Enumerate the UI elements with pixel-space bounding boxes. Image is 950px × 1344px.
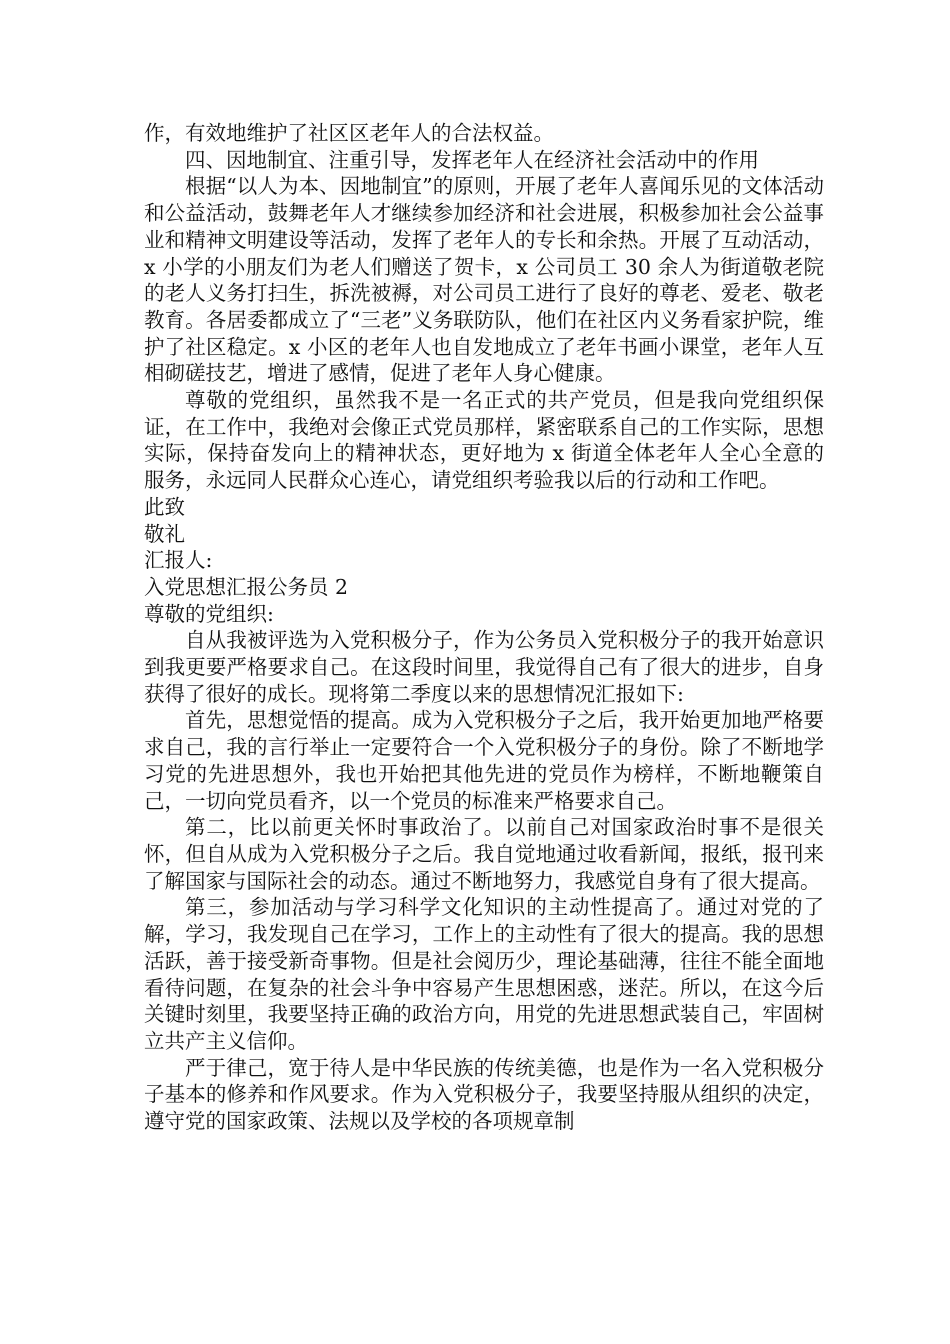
salutation-line: 敬礼: [144, 521, 185, 546]
paragraph: 第二，比以前更关怀时事政治了。以前自己对国家政治时事不是很关怀，但自从成为入党积极分子之后。我自觉地通过收看新闻，报纸，报刊来了解国家与国际社会的动态。通过不断地努力，我感觉自身有了很大提高。: [144, 815, 824, 893]
paragraph: 作，有效地维护了社区区老年人的合法权益。: [144, 121, 554, 145]
section-heading: 四、因地制宜、注重引导，发挥老年人在经济社会活动中的作用: [185, 147, 759, 172]
report-title: 入党思想汇报公务员 2: [144, 574, 349, 599]
paragraph: 自从我被评选为入党积极分子，作为公务员入党积极分子的我开始意识到我更要严格要求自己。在这段时间里，我觉得自己有了很大的进步，自身获得了很好的成长。现将第二季度以来的思想情况汇报如下:: [144, 628, 824, 706]
signature-label: 汇报人:: [144, 548, 213, 573]
paragraph: 首先，思想觉悟的提高。成为入党积极分子之后，我开始更加地严格要求自己，我的言行举止一定要符合一个入党积极分子的身份。除了不断地学习党的先进思想外，我也开始把其他先进的党员作为榜样，不断地鞭策自己，一切向党员看齐，以一个党员的标准来严格要求自己。: [144, 708, 824, 813]
paragraph: 根据“以人为本、因地制宜”的原则，开展了老年人喜闻乐见的文体活动和公益活动，鼓舞老年人才继续参加经济和社会进展，积极参加社会公益事业和精神文明建设等活动，发挥了老年人的专长和余热。开展了互动活动，x 小学的小朋友们为老人们赠送了贺卡，x 公司员工 30 余人为街道敬老院的老人义务打扫生，拆洗被褥，对公司员工进行了良好的尊老、爱老、敬老教育。各居委都成立了“三老”义务联防队，他们在社区内义务看家护院，维护了社区稳定。x 小区的老年人也自发地成立了老年书画小课堂，老年人互相砌磋技艺，增进了感情，促进了老年人身心健康。: [144, 174, 824, 386]
greeting-line: 尊敬的党组织:: [144, 601, 274, 626]
paragraph: 尊敬的党组织，虽然我不是一名正式的共产党员，但是我向党组织保证，在工作中，我绝对会像正式党员那样，紧密联系自己的工作实际，思想实际，保持奋发向上的精神状态，更好地为 x 街道全体老年人全心全意的服务，永远同人民群众心连心，请党组织考验我以后的行动和工作吧。: [144, 388, 824, 493]
paragraph: 第三，参加活动与学习科学文化知识的主动性提高了。通过对党的了解，学习，我发现自己在学习，工作上的主动性有了很大的提高。我的思想活跃，善于接受新奇事物。但是社会阅历少，理论基础薄，往往不能全面地看待问题，在复杂的社会斗争中容易产生思想困惑，迷茫。所以，在这今后关键时刻里，我要坚持正确的政治方向，用党的先进思想武装自己，牢固树立共产主义信仰。: [144, 895, 824, 1053]
document-page: [144, 120, 824, 1135]
closing-line: 此致: [144, 494, 185, 519]
paragraph: 严于律己，宽于待人是中华民族的传统美德，也是作为一名入党积极分子基本的修养和作风要求。作为入党积极分子，我要坚持服从组织的决定，遵守党的国家政策、法规以及学校的各项规章制: [144, 1055, 824, 1134]
